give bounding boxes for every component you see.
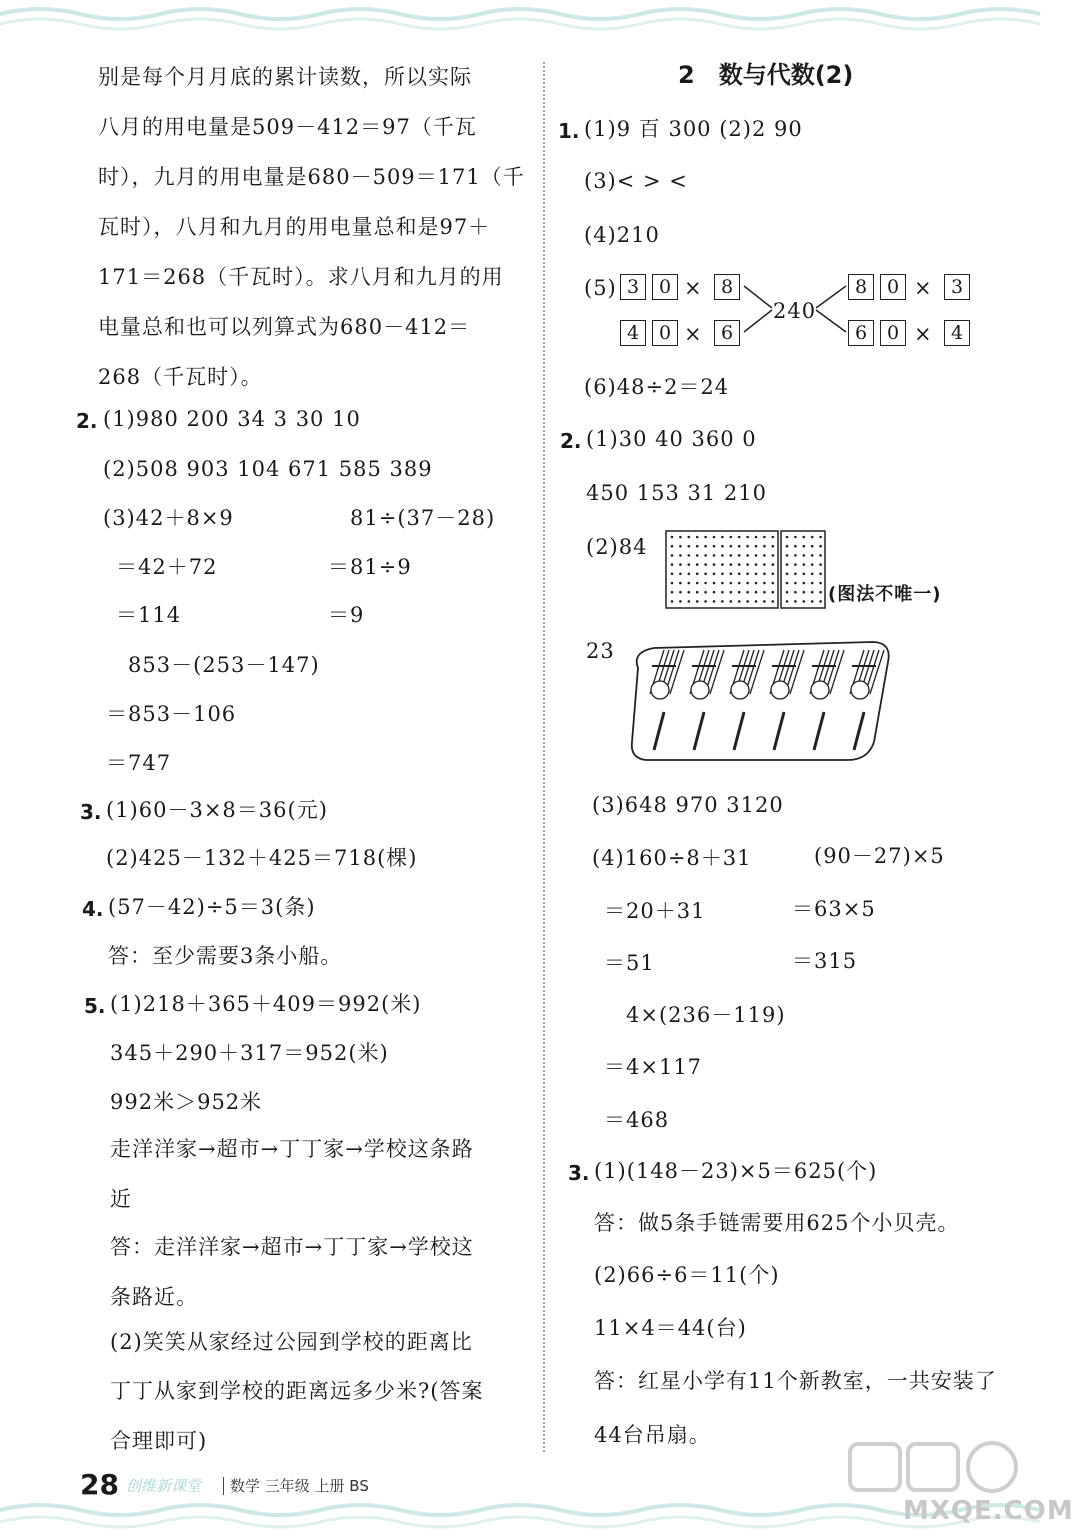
grid-dot (721, 554, 724, 557)
grid-dot (811, 563, 814, 566)
grid-dot (738, 545, 741, 548)
r-q2-line-3: (2)84 (586, 535, 648, 559)
product-240: 240 (773, 299, 817, 323)
grid-dot (713, 563, 716, 566)
grid-dot (730, 563, 733, 566)
q2-line-6: 853－(253－147) (128, 653, 320, 677)
grid-dot (738, 573, 741, 576)
q2-line-5a: ＝114 (116, 603, 182, 627)
grid-dot (696, 554, 699, 557)
grid-dot (811, 536, 814, 539)
q5-line-8: (2)笑笑从家经过公园到学校的距离比 (110, 1330, 473, 1354)
digit-box-d1: 6 (848, 320, 874, 346)
grid-dot (688, 573, 691, 576)
q5-line-3: 992米＞952米 (110, 1090, 263, 1114)
top-wave-decoration (0, 0, 1035, 40)
right-question-number-1: 1. (558, 119, 580, 143)
single-stick (654, 712, 664, 750)
watermark-text: MXQE.COM (903, 1496, 1074, 1526)
left-text-line-1: 别是每个月月底的累计读数，所以实际 (98, 65, 472, 89)
r-q1-line-3: (4)210 (584, 223, 660, 247)
digit-box-a1: 3 (620, 274, 646, 300)
grid-dot (746, 536, 749, 539)
r-q3-line-1: (1)(148－23)×5＝625(个) (594, 1159, 878, 1183)
digit-box-a2: 0 (652, 274, 678, 300)
grid-dot (803, 554, 806, 557)
grid-dot (688, 563, 691, 566)
r-q2-line-1: (1)30 40 360 0 (586, 427, 757, 451)
q2-line-4b: ＝81÷9 (328, 555, 412, 579)
q5-line-10: 合理即可) (110, 1429, 208, 1453)
r-q3-line-5: 答：红星小学有11个新教室，一共安装了 (594, 1369, 997, 1393)
r-q1-line-6: (6)48÷2＝24 (584, 375, 730, 399)
r-q2-line-10: ＝4×117 (604, 1055, 703, 1079)
grid-dot (819, 582, 822, 585)
r-q3-line-6: 44台吊扇。 (594, 1423, 711, 1447)
page-number: 28 (80, 1468, 119, 1501)
grid-dot (730, 545, 733, 548)
grid-dot (763, 582, 766, 585)
diagram-note: (图法不唯一) (828, 584, 942, 605)
grid-dot (786, 554, 789, 557)
grid-dot (679, 536, 682, 539)
digit-box-c2: 0 (880, 274, 906, 300)
digit-box-d2: 0 (880, 320, 906, 346)
digit-box-d3: 4 (944, 320, 970, 346)
grid-dot (794, 563, 797, 566)
r-q2-line-6b: (90－27)×5 (814, 844, 945, 868)
grid-dot (721, 573, 724, 576)
grid-dot (679, 582, 682, 585)
r-q2-line-7b: ＝63×5 (792, 897, 876, 921)
question-number-5: 5. (84, 994, 106, 1018)
grid-dot (688, 600, 691, 603)
left-text-line-7: 268（千瓦时）。 (98, 365, 263, 389)
grid-dot (688, 591, 691, 594)
grid-dot (763, 536, 766, 539)
q5-line-2: 345＋290＋317＝952(米) (110, 1041, 389, 1065)
grid-dot (704, 545, 707, 548)
right-question-number-2: 2. (560, 429, 582, 453)
grid-dot (738, 554, 741, 557)
grid-dot (746, 600, 749, 603)
grid-dot (696, 563, 699, 566)
grid-dot (786, 536, 789, 539)
left-text-line-5: 171＝268（千瓦时）。求八月和九月的用 (98, 265, 504, 289)
question-number-3: 3. (80, 800, 102, 824)
grid-dot (746, 563, 749, 566)
grid-dot (721, 563, 724, 566)
stick-bundle (810, 650, 844, 699)
grid-dot (696, 600, 699, 603)
grid-dot (786, 591, 789, 594)
times-sign-a: × (684, 276, 702, 300)
grid-dot (819, 536, 822, 539)
q4-line-2: 答：至少需要3条小船。 (108, 944, 343, 968)
grid-dot (763, 545, 766, 548)
q2-line-3a: (3)42＋8×9 (103, 506, 234, 530)
times-sign-b: × (684, 322, 702, 346)
grid-dot (671, 582, 674, 585)
r-q1-part5-label: (5) (584, 276, 617, 300)
r-q2-line-5: (3)648 970 3120 (592, 793, 784, 817)
single-stick (854, 712, 864, 750)
question-number-4: 4. (82, 897, 104, 921)
q2-line-7: ＝853－106 (106, 702, 237, 726)
grid-dot (730, 573, 733, 576)
r-q2-line-8b: ＝315 (792, 949, 858, 973)
column-divider (543, 62, 545, 1452)
grid-dot (811, 573, 814, 576)
grid-dot (803, 563, 806, 566)
grid-dot (755, 536, 758, 539)
grid-dot (755, 591, 758, 594)
grid-dot (772, 563, 775, 566)
grid-dot (786, 573, 789, 576)
q5-line-1: (1)218＋365＋409＝992(米) (110, 992, 422, 1016)
grid-dot (679, 545, 682, 548)
grid-dot (772, 591, 775, 594)
grid-dot (688, 536, 691, 539)
grid-dot (811, 600, 814, 603)
q5-line-7: 条路近。 (110, 1285, 198, 1309)
single-stick (734, 712, 744, 750)
q2-line-4a: ＝42＋72 (116, 555, 218, 579)
grid-dot (772, 600, 775, 603)
grid-dot (671, 545, 674, 548)
grid-dot (763, 554, 766, 557)
times-sign-d: × (914, 322, 932, 346)
grid-dot (786, 563, 789, 566)
q2-line-8: ＝747 (106, 751, 172, 775)
r-q2-line-8a: ＝51 (604, 951, 655, 975)
grid-dot (704, 554, 707, 557)
grid-dot (713, 591, 716, 594)
r-q2-line-4: 23 (586, 639, 615, 663)
grid-dot (704, 573, 707, 576)
grid-dot (713, 573, 716, 576)
grid-dot (755, 545, 758, 548)
grid-dot (679, 591, 682, 594)
grid-dot (763, 591, 766, 594)
grid-dot (688, 582, 691, 585)
left-text-line-6: 电量总和也可以列算式为680－412＝ (98, 315, 471, 339)
grid-dot (671, 563, 674, 566)
digit-box-a3: 8 (714, 274, 740, 300)
grid-dot (721, 591, 724, 594)
grid-dot (819, 573, 822, 576)
grid-dot (738, 591, 741, 594)
q2-line-3b: 81÷(37－28) (350, 506, 496, 530)
grid-dot (713, 545, 716, 548)
grid-dot (696, 582, 699, 585)
r-q2-line-9: 4×(236－119) (626, 1003, 786, 1027)
grid-dot (772, 536, 775, 539)
section-title: 2 数与代数(2) (678, 61, 854, 89)
grid-dot (786, 582, 789, 585)
grid-dot (679, 600, 682, 603)
r-q2-line-11: ＝468 (604, 1108, 670, 1132)
grid-dot (704, 591, 707, 594)
grid-dot (811, 582, 814, 585)
grid-dot (721, 582, 724, 585)
grid-dot (713, 600, 716, 603)
grid-dot (794, 536, 797, 539)
grid-dot (794, 600, 797, 603)
question-number-2: 2. (76, 409, 98, 433)
r-q1-line-1: (1)9 百 300 (2)2 90 (584, 117, 803, 141)
single-stick (814, 712, 824, 750)
grid-dot (721, 545, 724, 548)
grid-dot (794, 591, 797, 594)
single-stick (694, 712, 704, 750)
grid-dot (688, 554, 691, 557)
left-text-line-2: 八月的用电量是509－412＝97（千瓦 (98, 115, 477, 139)
grid-dot (786, 545, 789, 548)
digit-box-b3: 6 (714, 320, 740, 346)
left-text-line-3: 时），九月的用电量是680－509＝171（千 (98, 165, 525, 189)
q5-line-9: 丁丁从家到学校的距离远多少米?(答案 (110, 1379, 484, 1403)
grid-dot (738, 582, 741, 585)
grid-dot (803, 582, 806, 585)
grid-dot (794, 582, 797, 585)
grid-dot (755, 554, 758, 557)
grid-dot (738, 600, 741, 603)
grid-dot (803, 536, 806, 539)
r-q2-line-2: 450 153 31 210 (586, 481, 767, 505)
grid-dot (755, 582, 758, 585)
grid-dot (713, 536, 716, 539)
grid-dot (730, 554, 733, 557)
q5-line-6: 答：走洋洋家→超市→丁丁家→学校这 (110, 1235, 474, 1259)
grid-dot (755, 563, 758, 566)
grid-dot (746, 582, 749, 585)
grid-dot (763, 573, 766, 576)
grid-dot (746, 545, 749, 548)
grid-dot (721, 600, 724, 603)
q5-line-4: 走洋洋家→超市→丁丁家→学校这条路 (110, 1137, 474, 1161)
grid-dot (763, 600, 766, 603)
q4-line-1: (57－42)÷5＝3(条) (108, 895, 316, 919)
grid-dot (803, 545, 806, 548)
grid-dot (696, 591, 699, 594)
grid-dot (786, 600, 789, 603)
grid-dot (819, 600, 822, 603)
grid-dot (819, 563, 822, 566)
left-text-line-4: 瓦时），八月和九月的用电量总和是97＋ (98, 215, 491, 239)
q5-line-5: 近 (110, 1187, 132, 1211)
grid-dot (671, 536, 674, 539)
grid-dot (819, 545, 822, 548)
grid-dot (755, 573, 758, 576)
grid-dot (688, 545, 691, 548)
grid-dot (803, 573, 806, 576)
r-q3-line-4: 11×4＝44(台) (594, 1316, 747, 1340)
grid-dot (671, 554, 674, 557)
q3-line-2: (2)425－132＋425＝718(棵) (106, 846, 418, 870)
grid-dot (794, 573, 797, 576)
grid-dot (696, 545, 699, 548)
grid-dot (704, 563, 707, 566)
grid-dot (721, 536, 724, 539)
digit-box-c3: 3 (944, 274, 970, 300)
grid-dot (679, 563, 682, 566)
grid-dot (713, 554, 716, 557)
grid-dot (746, 573, 749, 576)
grid-dot (671, 591, 674, 594)
footer-separator (223, 1477, 224, 1495)
grid-dot (746, 554, 749, 557)
grid-dot (803, 600, 806, 603)
q2-line-2: (2)508 903 104 671 585 389 (103, 457, 433, 481)
grid-dot (794, 545, 797, 548)
brand-name: 创维新课堂 (126, 1477, 202, 1495)
stick-bundle (650, 650, 684, 699)
grid-dot (772, 573, 775, 576)
grid-dot (730, 536, 733, 539)
times-sign-c: × (914, 276, 932, 300)
grid-dot (772, 545, 775, 548)
stick-bundles-illustration (624, 632, 896, 766)
grid-dot (746, 591, 749, 594)
grid-dot (794, 554, 797, 557)
grid-dot (704, 582, 707, 585)
grid-dot (679, 554, 682, 557)
grid-dot (772, 582, 775, 585)
stick-bundle (690, 650, 724, 699)
grid-dot (696, 573, 699, 576)
q2-line-1: (1)980 200 34 3 30 10 (103, 407, 361, 431)
r-q1-line-2: (3)< > < (584, 169, 688, 193)
stick-bundle (730, 650, 764, 699)
dot-array-diagram (665, 530, 829, 610)
grid-dot (755, 600, 758, 603)
grid-dot (811, 554, 814, 557)
grid-dot (819, 554, 822, 557)
digit-box-b2: 0 (652, 320, 678, 346)
digit-box-b1: 4 (620, 320, 646, 346)
book-info: 数学 三年级 上册 BS (230, 1477, 369, 1495)
grid-dot (738, 563, 741, 566)
grid-dot (696, 536, 699, 539)
grid-dot (679, 573, 682, 576)
grid-dot (811, 591, 814, 594)
grid-dot (819, 591, 822, 594)
grid-dot (738, 536, 741, 539)
r-q2-line-6a: (4)160÷8＋31 (592, 846, 752, 870)
grid-dot (704, 536, 707, 539)
grid-dot (671, 573, 674, 576)
right-question-number-3: 3. (568, 1161, 590, 1185)
grid-dot (803, 591, 806, 594)
r-q2-line-7a: ＝20＋31 (604, 899, 706, 923)
grid-dot (730, 582, 733, 585)
grid-dot (730, 591, 733, 594)
grid-dot (730, 600, 733, 603)
grid-dot (704, 600, 707, 603)
q2-line-5b: ＝9 (328, 603, 365, 627)
single-stick (774, 712, 784, 750)
digit-box-c1: 8 (848, 274, 874, 300)
stick-bundle (850, 650, 884, 699)
r-q3-line-3: (2)66÷6＝11(个) (594, 1263, 780, 1287)
grid-dot (763, 563, 766, 566)
grid-dot (811, 545, 814, 548)
grid-dot (772, 554, 775, 557)
grid-dot (671, 600, 674, 603)
stick-bundle (770, 650, 804, 699)
r-q3-line-2: 答：做5条手链需要用625个小贝壳。 (594, 1211, 960, 1235)
q3-line-1: (1)60－3×8＝36(元) (106, 798, 328, 822)
grid-dot (713, 582, 716, 585)
